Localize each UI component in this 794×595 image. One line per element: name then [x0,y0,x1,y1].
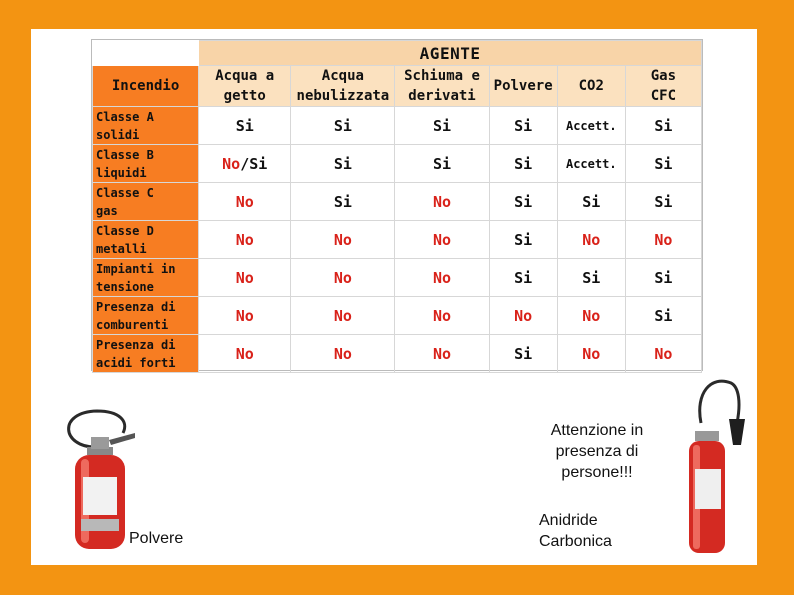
table-cell: No [395,259,489,297]
table-row [93,183,702,221]
caption-powder: Polvere [129,530,184,547]
table-cell: No [199,297,291,335]
caption-co2-line1: Anidride [539,512,598,529]
column-header [291,66,395,107]
column-header-line1: CO2 [578,78,604,94]
row-header-line2: tensione [96,279,154,294]
table-row [93,335,702,373]
column-header-line2: getto [223,88,266,104]
caption-co2 [539,510,612,552]
row-header-line2: liquidi [96,165,147,180]
blank-corner [93,41,199,66]
row-header-line2: gas [96,203,118,218]
table-cell: No [557,335,625,373]
column-header [199,66,291,107]
table-cell: No [291,335,395,373]
column-header-line2: CFC [650,88,677,104]
row-header-line1: Classe B [96,147,154,162]
table-cell: No [291,297,395,335]
table-row [93,259,702,297]
column-header-line1: Gas [650,68,677,84]
table-cell: No [395,221,489,259]
table-cell: No [199,259,291,297]
table-cell: No [395,297,489,335]
column-header-line2: derivati [408,88,476,104]
caption-warning: Attenzione in presenza di persone!!! [550,422,644,481]
table-cell: Si [625,107,701,145]
column-header [625,66,701,107]
caption-co2-line2: Carbonica [539,533,612,550]
table-cell: No [199,221,291,259]
row-header [93,221,199,259]
table-cell: Si [199,107,291,145]
column-header-line1: Acqua [321,68,364,84]
row-header [93,335,199,373]
table-cell: No [291,221,395,259]
row-header-line1: Impianti in [96,261,176,276]
column-header [395,66,489,107]
table-cell: No [395,335,489,373]
table-cell: No [291,259,395,297]
row-header [93,183,199,221]
table-row [93,145,702,183]
table-cell: No [199,335,291,373]
table-cell: Si [395,145,489,183]
table-cell: No [395,183,489,221]
row-header [93,145,199,183]
table-cell: Si [625,297,701,335]
column-header-line2: nebulizzata [296,88,390,104]
row-header [93,297,199,335]
slide-canvas [31,29,757,565]
row-header-line2: acidi forti [96,355,176,370]
agent-header-row [93,41,702,66]
table-cell: Si [557,183,625,221]
column-header-line1: Polvere [493,78,553,94]
table-cell: No [557,221,625,259]
row-header [93,259,199,297]
table-cell: No [489,297,557,335]
table-cell: Si [625,259,701,297]
table-cell: Si [395,107,489,145]
table-cell: Si [557,259,625,297]
agent-compatibility-table [91,39,703,371]
table-cell: Si [489,107,557,145]
table-cell: No [557,297,625,335]
table-cell: Si [489,335,557,373]
table-cell: Si [625,183,701,221]
table-cell: Si [291,107,395,145]
table-cell: No [625,221,701,259]
row-header-line2: comburenti [96,317,169,332]
row-header-line1: Presenza di [96,299,176,314]
co2-extinguisher-icon [671,373,747,557]
column-header-line1: Acqua a [215,68,275,84]
column-header [557,66,625,107]
table-cell: No [625,335,701,373]
table [92,40,702,373]
table-row [93,107,702,145]
row-header-line1: Classe D [96,223,154,238]
column-header-row [93,66,702,107]
table-cell: Si [489,259,557,297]
table-cell: No/Si [199,145,291,183]
row-header-line1: Classe C [96,185,154,200]
row-header-line1: Classe A [96,109,154,124]
table-cell: Accett. [557,145,625,183]
table-cell: Accett. [557,107,625,145]
row-header-line1: Presenza di [96,337,176,352]
table-cell: Si [625,145,701,183]
row-header [93,107,199,145]
table-cell: No [199,183,291,221]
column-header-line1: Schiuma e [404,68,480,84]
table-cell: Si [489,145,557,183]
row-header-line2: metalli [96,241,147,256]
row-header-line2: solidi [96,127,140,142]
table-cell: Si [489,183,557,221]
agent-header: AGENTE [199,41,702,66]
table-cell: Si [291,145,395,183]
column-header [489,66,557,107]
table-cell: Si [291,183,395,221]
table-row [93,221,702,259]
fire-header: Incendio [93,66,199,107]
table-cell: Si [489,221,557,259]
table-row [93,297,702,335]
